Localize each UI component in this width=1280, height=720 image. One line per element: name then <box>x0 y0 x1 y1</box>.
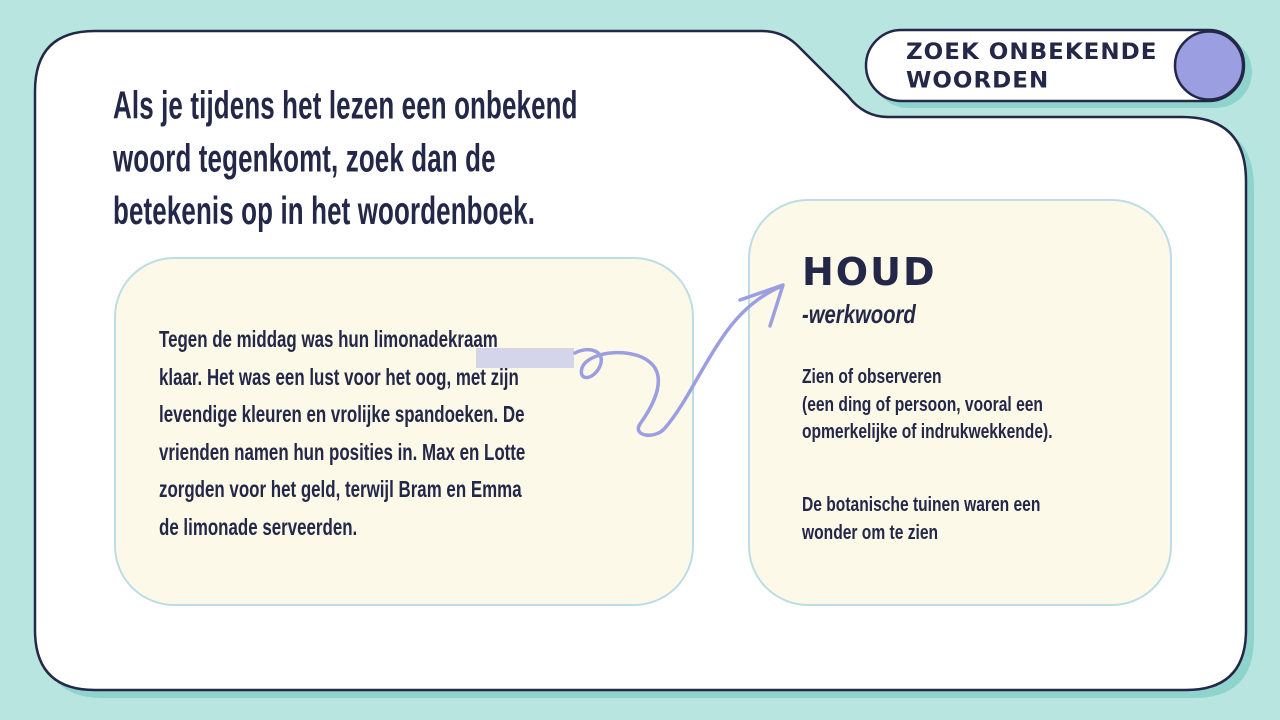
definition-word: HOUD <box>802 250 937 294</box>
definition-meaning: Zien of observeren (een ding of persoon, vooral een opmerkelijke of indrukwekkende). <box>802 366 1053 443</box>
tab-label: ZOEK ONBEKENDE WOORDEN <box>906 39 1158 94</box>
tab-accent-circle <box>1175 32 1243 100</box>
definition-example: De botanische tuinen waren een wonder om te zien <box>802 494 1041 544</box>
passage-text: Tegen de middag was hun limonadekraam klaar. Het was een lust voor het oog, met zijn levendige kleuren en vrolijke spandoeken. De vrienden namen hun posities in. Max en Lotte zorgden voor het geld, terwijl Bram en Emma de limonade serveerden. <box>159 326 526 540</box>
definition-part-of-speech: -werkwoord <box>802 299 916 329</box>
page-heading: Als je tijdens het lezen een onbekend woord tegenkomt, zoek dan de betekenis op in het woordenboek. <box>113 84 578 233</box>
